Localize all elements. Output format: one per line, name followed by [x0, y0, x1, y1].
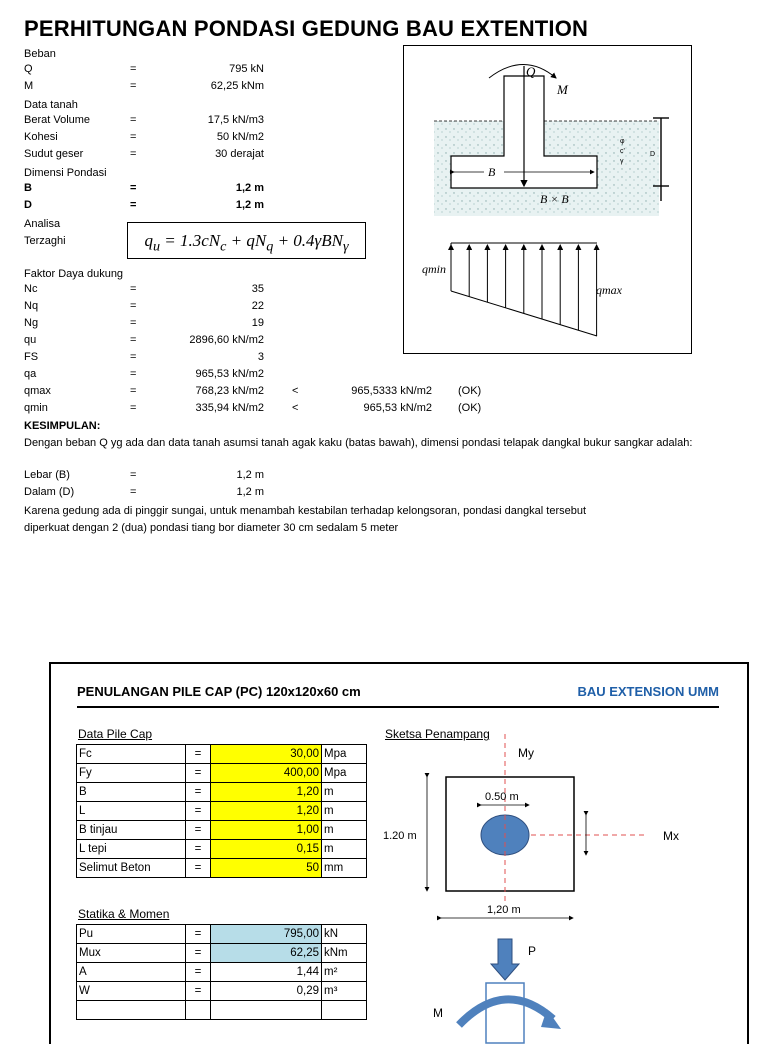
label-m: M	[557, 82, 568, 97]
check-label: qmax	[24, 385, 51, 397]
cell-label: Mux	[77, 944, 186, 963]
result-equals: =	[130, 486, 137, 498]
check-row	[24, 402, 544, 419]
cell-unit: m	[322, 783, 367, 802]
beban-value: 795 kN	[229, 63, 264, 75]
faktor-row	[24, 300, 544, 317]
cell-eq: =	[186, 925, 211, 944]
cell-unit	[322, 1001, 367, 1020]
tanah-label: Berat Volume	[24, 114, 91, 126]
dimensi-equals: =	[130, 199, 137, 211]
faktor-equals: =	[130, 283, 137, 295]
tanah-value: 50 kN/m2	[216, 131, 264, 143]
check-row	[24, 385, 544, 402]
cell-unit: Mpa	[322, 764, 367, 783]
result-value: 1,2 m	[236, 469, 264, 481]
cell-label: W	[77, 982, 186, 1001]
terzaghi-formula	[127, 222, 366, 259]
tanah-equals: =	[130, 114, 137, 126]
cell-eq: =	[186, 802, 211, 821]
tanah-row	[24, 148, 544, 165]
dimensi-label: D	[24, 199, 32, 211]
cell-unit: m	[322, 802, 367, 821]
faktor-equals: =	[130, 368, 137, 380]
check-limit: 965,5333 kN/m2	[351, 385, 432, 397]
beban-label: Q	[24, 63, 33, 75]
cell-label: L tepi	[77, 840, 186, 859]
label-qmin: qmin	[422, 262, 446, 276]
cell-eq: =	[186, 821, 211, 840]
label-p: P	[528, 944, 537, 958]
faktor-value: 19	[251, 317, 264, 329]
cell-unit: Mpa	[322, 745, 367, 764]
cell-label: L	[77, 802, 186, 821]
tanah-label: Sudut geser	[24, 148, 84, 160]
result-row	[24, 469, 544, 486]
page-title: PERHITUNGAN PONDASI GEDUNG BAU EXTENTION	[24, 16, 589, 41]
pile-cap-sheet	[49, 662, 749, 1044]
cap-elevation-box	[486, 983, 524, 1043]
tanah-label: Kohesi	[24, 131, 58, 143]
faktor-label: Nc	[24, 283, 38, 295]
result-row	[24, 486, 544, 503]
label-pile-diameter: 0.50 m	[485, 791, 519, 803]
section-sketch	[381, 729, 726, 1049]
cell-value[interactable]: 30,00	[211, 745, 322, 764]
cell-eq	[186, 1001, 211, 1020]
check-limit: 965,53 kN/m2	[363, 402, 432, 414]
faktor-row	[24, 351, 544, 368]
faktor-value: 2896,60 kN/m2	[189, 334, 264, 346]
cell-eq: =	[186, 783, 211, 802]
label-b: B	[488, 165, 496, 179]
check-equals: =	[130, 385, 137, 397]
dimensi-equals: =	[130, 182, 137, 194]
cell-label: Fy	[77, 764, 186, 783]
label-width: 1,20 m	[487, 904, 521, 916]
table-row	[77, 821, 367, 840]
dimensi-value: 1,2 m	[235, 182, 264, 194]
tanah-heading: Data tanah	[24, 99, 78, 111]
check-cmp: <	[292, 385, 299, 397]
table-row	[77, 963, 367, 982]
beban-row	[24, 63, 544, 80]
faktor-equals: =	[130, 334, 137, 346]
check-equals: =	[130, 402, 137, 414]
label-mx: Mx	[663, 829, 679, 843]
statika-table	[76, 924, 367, 1020]
label-m-moment: M	[433, 1006, 443, 1020]
cell-eq: =	[186, 840, 211, 859]
label-height: 1.20 m	[383, 830, 417, 842]
label-gamma: γ	[620, 158, 624, 165]
cell-label: Fc	[77, 745, 186, 764]
result-label: Dalam (D)	[24, 486, 75, 498]
tanah-equals: =	[130, 131, 137, 143]
cell-label: Pu	[77, 925, 186, 944]
closing-line-1: Karena gedung ada di pinggir sungai, untuk menambah kestabilan terhadap kelongsoran, pondasi dangkal tersebut	[24, 505, 587, 517]
faktor-value: 35	[251, 283, 264, 295]
cell-label: B	[77, 783, 186, 802]
cell-unit: m	[322, 840, 367, 859]
dimensi-row	[24, 182, 544, 199]
statika-heading: Statika & Momen	[78, 907, 170, 921]
faktor-label: Ng	[24, 317, 39, 329]
cell-value[interactable]: 1,20	[211, 783, 322, 802]
table-row	[77, 745, 367, 764]
faktor-heading: Faktor Daya dukung	[24, 268, 124, 280]
cell-unit: kN	[322, 925, 367, 944]
label-c: c'	[620, 148, 625, 155]
title-rule	[77, 706, 719, 708]
cell-eq: =	[186, 982, 211, 1001]
cell-eq: =	[186, 944, 211, 963]
tanah-value: 30 derajat	[215, 148, 264, 160]
table-row	[77, 944, 367, 963]
beban-equals: =	[130, 80, 137, 92]
cell-value[interactable]: 1,44	[211, 963, 322, 982]
analisa-label: Analisa	[24, 218, 61, 230]
cell-eq: =	[186, 764, 211, 783]
faktor-label: FS	[24, 351, 39, 363]
cell-value[interactable]: 795,00	[211, 925, 322, 944]
label-d: D	[650, 151, 656, 158]
dimensi-label: B	[24, 182, 32, 194]
tanah-value: 17,5 kN/m3	[207, 114, 264, 126]
kesimpulan-heading: KESIMPULAN:	[24, 420, 101, 432]
result-value: 1,2 m	[236, 486, 264, 498]
tanah-row	[24, 114, 544, 131]
moment-arc	[459, 999, 553, 1025]
dimensi-heading: Dimensi Pondasi	[24, 167, 107, 179]
label-phi: φ	[620, 138, 625, 145]
cell-eq: =	[186, 745, 211, 764]
cell-value[interactable]: 1,20	[211, 802, 322, 821]
beban-equals: =	[130, 63, 137, 75]
cell-unit: m²	[322, 963, 367, 982]
data-pile-cap-table	[76, 744, 367, 878]
cell-unit: m	[322, 821, 367, 840]
faktor-row	[24, 317, 544, 334]
faktor-equals: =	[130, 351, 137, 363]
result-equals: =	[130, 469, 137, 481]
label-q: Q	[526, 64, 536, 79]
check-cmp: <	[292, 402, 299, 414]
cell-eq: =	[186, 859, 211, 878]
brand-label: BAU EXTENSION UMM	[577, 684, 719, 699]
faktor-value: 22	[251, 300, 264, 312]
table-row	[77, 925, 367, 944]
cell-label	[77, 1001, 186, 1020]
cell-unit: mm	[322, 859, 367, 878]
table-row	[77, 982, 367, 1001]
table-row	[77, 802, 367, 821]
cell-value[interactable]: 0,29	[211, 982, 322, 1001]
cell-value[interactable]: 400,00	[211, 764, 322, 783]
cell-eq: =	[186, 963, 211, 982]
result-label: Lebar (B)	[24, 469, 70, 481]
load-p-arrow	[491, 939, 519, 980]
faktor-value: 3	[257, 351, 264, 363]
data-pile-cap-heading: Data Pile Cap	[78, 727, 153, 741]
terzaghi-label: Terzaghi	[24, 235, 66, 247]
check-value: 768,23 kN/m2	[195, 385, 264, 397]
beban-heading: Beban	[24, 48, 56, 60]
faktor-row	[24, 283, 544, 300]
cell-label: B tinjau	[77, 821, 186, 840]
table-row	[77, 783, 367, 802]
check-value: 335,94 kN/m2	[195, 402, 264, 414]
tanah-row	[24, 131, 544, 148]
faktor-equals: =	[130, 300, 137, 312]
label-qmax: qmax	[596, 283, 622, 297]
dimensi-value: 1,2 m	[235, 199, 264, 211]
cell-unit: kNm	[322, 944, 367, 963]
closing-line-2: diperkuat dengan 2 (dua) pondasi tiang bor diameter 30 cm sedalam 5 meter	[24, 522, 399, 534]
pile-cap-title: PENULANGAN PILE CAP (PC) 120x120x60 cm	[77, 684, 361, 699]
faktor-label: qa	[24, 368, 37, 380]
cell-value[interactable]	[211, 1001, 322, 1020]
cell-value[interactable]: 1,00	[211, 821, 322, 840]
beban-row	[24, 80, 544, 97]
beban-value: 62,25 kNm	[210, 80, 264, 92]
table-row	[77, 1001, 367, 1020]
faktor-equals: =	[130, 317, 137, 329]
label-my: My	[518, 746, 534, 760]
cell-label: Selimut Beton	[77, 859, 186, 878]
check-label: qmin	[24, 402, 48, 414]
faktor-value: 965,53 kN/m2	[195, 368, 264, 380]
cell-value[interactable]: 50	[211, 859, 322, 878]
dimensi-row	[24, 199, 544, 216]
cell-label: A	[77, 963, 186, 982]
table-row	[77, 859, 367, 878]
faktor-label: qu	[24, 334, 37, 346]
formula-text: $q_u = 1.3cN_c + qN_q + 0.4\gamma BN_\gamma$	[144, 231, 349, 255]
tanah-equals: =	[130, 148, 137, 160]
faktor-row	[24, 334, 544, 351]
faktor-label: Nq	[24, 300, 39, 312]
table-row	[77, 840, 367, 859]
cell-unit: m³	[322, 982, 367, 1001]
cell-value[interactable]: 0,15	[211, 840, 322, 859]
label-bxb: B × B	[540, 192, 569, 206]
faktor-row	[24, 368, 544, 385]
beban-label: M	[24, 80, 34, 92]
check-status: (OK)	[458, 385, 482, 397]
sketch-heading: Sketsa Penampang	[385, 727, 490, 741]
cell-value[interactable]: 62,25	[211, 944, 322, 963]
table-row	[77, 764, 367, 783]
check-status: (OK)	[458, 402, 482, 414]
kesimpulan-text: Dengan beban Q yg ada dan data tanah asumsi tanah agak kaku (batas bawah), dimensi pondasi telapak dangkal bukur sangkar adalah:	[24, 437, 693, 449]
